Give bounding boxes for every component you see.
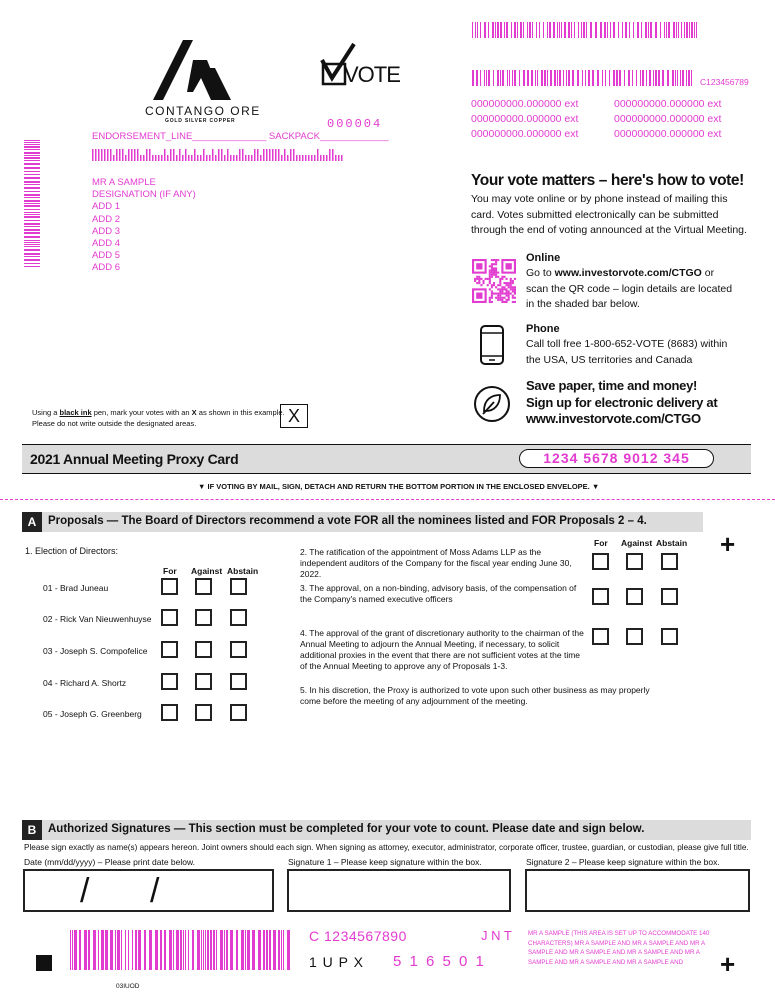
form-code: 03IUOD (116, 983, 140, 990)
nominee-5-for-checkbox[interactable] (161, 704, 178, 721)
proposal-5: 5. In his discretion, the Proxy is authorized to vote upon such other business as may properly come before the meeting of any adjournment of the meeting. (300, 685, 650, 706)
footer-jnt: J N T (481, 928, 512, 943)
paper-text (526, 378, 717, 428)
nominee-5-against-checkbox[interactable] (195, 704, 212, 721)
nominee-name: 04 - Richard A. Shortz (43, 678, 127, 688)
signature-2-field[interactable] (525, 869, 750, 912)
ext-line: 000000000.000000 ext (471, 128, 579, 140)
col-header-for: For (163, 566, 177, 576)
footer-number: 5 1 6 5 0 1 (393, 953, 486, 970)
nominee-2-for-checkbox[interactable] (161, 609, 178, 626)
section-a-letter: A (22, 512, 42, 532)
ext-line: 000000000.000000 ext (471, 98, 579, 110)
sig1-label: Signature 1 – Please keep signature within the box. (288, 857, 482, 867)
paper-line: Sign up for electronic delivery at (526, 394, 718, 410)
detach-notice: ▼ IF VOTING BY MAIL, SIGN, DETACH AND RETURN THE BOTTOM PORTION IN THE ENCLOSED ENVELOPE. ▼ (198, 482, 600, 491)
address-line: ADD 4 (92, 238, 120, 250)
side-barcode (24, 140, 40, 270)
vote-logo (320, 42, 400, 88)
online-text (526, 266, 736, 313)
signature-instructions: Please sign exactly as name(s) appears hereon. Joint owners should each sign. When signing as attorney, executor, administrator, corporate officer, trustee, guardian, or custodian, please give full title. (24, 843, 749, 852)
signature-1-field[interactable] (287, 869, 511, 912)
mountain-logo-icon (145, 40, 250, 102)
nominee-name: 05 - Joseph G. Greenberg (43, 709, 142, 719)
nominee-name: 03 - Joseph S. Compofelice (43, 646, 148, 656)
company-logo-subtext: GOLD SILVER COPPER (165, 118, 236, 124)
footer-plus: + (720, 949, 736, 979)
col-header-abstain: Abstain (656, 538, 688, 548)
ext-line: 000000000.000000 ext (614, 98, 722, 110)
section-b-letter: B (22, 820, 42, 840)
example-x-mark: X (287, 406, 300, 426)
title-bar (22, 444, 751, 474)
date-field[interactable] (23, 869, 274, 912)
nominee-3-against-checkbox[interactable] (195, 641, 212, 658)
proposal-4: 4. The approval of the grant of discretionary authority to the chairman of the Annual Meeting to adjourn the Annual Meeting, if necessary, to solicit additional proxies in the event that there are not sufficient votes at the time of the Annual Meeting to approve any of Proposals 1-3. (300, 628, 584, 671)
address-line: ADD 6 (92, 262, 120, 274)
col-header-against: Against (621, 538, 653, 548)
col-header-abstain: Abstain (227, 566, 259, 576)
instr-text: Using a (32, 408, 60, 417)
instr-bold: black ink (59, 408, 92, 417)
proposal-2-for-checkbox[interactable] (592, 553, 609, 570)
batch-number: 000004 (327, 117, 383, 131)
footer-square (36, 955, 52, 971)
online-title: Online (526, 252, 561, 264)
card-title: 2021 Annual Meeting Proxy Card (30, 451, 239, 467)
nominee-1-abstain-checkbox[interactable] (230, 578, 247, 595)
address-line: MR A SAMPLE (92, 177, 156, 188)
online-url-link[interactable]: www.investorvote.com/CTGO (554, 267, 702, 279)
footer-barcode (70, 930, 295, 970)
nominee-1-against-checkbox[interactable] (195, 578, 212, 595)
instr-text: as shown in this example. (196, 408, 285, 417)
howto-heading: Your vote matters – here's how to vote! (471, 172, 744, 189)
nominee-5-abstain-checkbox[interactable] (230, 704, 247, 721)
control-barcode (472, 70, 692, 86)
proposal-2: 2. The ratification of the appointment of Moss Adams LLP as the independent auditors of the Company for the fiscal year ending June 30, 2022. (300, 547, 572, 579)
proposal-4-against-checkbox[interactable] (626, 628, 643, 645)
date-slash: / (80, 872, 90, 910)
leaf-icon (472, 384, 512, 424)
ext-line: 000000000.000000 ext (614, 128, 722, 140)
ext-line: 000000000.000000 ext (614, 113, 722, 125)
footer-control: C 1234567890 (309, 928, 407, 944)
nominee-1-for-checkbox[interactable] (161, 578, 178, 595)
proposal-4-abstain-checkbox[interactable] (661, 628, 678, 645)
section-b-header (22, 820, 751, 840)
phone-icon (479, 324, 505, 366)
instr-x: X (191, 408, 197, 417)
company-logo-text: CONTANGO ORE (145, 104, 261, 118)
company-logo (145, 40, 261, 125)
nominee-name: 01 - Brad Juneau (43, 583, 109, 593)
proposal-3: 3. The approval, on a non-binding, advisory basis, of the compensation of the Company's named executive officers (300, 583, 577, 604)
paper-url-link[interactable]: www.investorvote.com/CTGO (526, 411, 701, 426)
sig2-label: Signature 2 – Please keep signature within the box. (526, 857, 720, 867)
address-line: ADD 5 (92, 250, 120, 262)
address-line: ADD 3 (92, 225, 120, 237)
nominee-2-abstain-checkbox[interactable] (230, 609, 247, 626)
footer-upx: 1 U P X (309, 954, 364, 970)
footer-sample-text: MR A SAMPLE (THIS AREA IS SET UP TO ACCOMMODATE 140 CHARACTERS) MR A SAMPLE AND MR A SAMPLE AND MR A SAMPLE AND MR A SAMPLE AND MR A SAMPLE AND MR A SAMPLE AND MR A SAMPLE AND MR A SAMPLE AND (528, 930, 710, 966)
control-id: C123456789 (700, 77, 749, 87)
nominee-4-for-checkbox[interactable] (161, 673, 178, 690)
nominee-name: 02 - Rick Van Nieuwenhuyse (43, 614, 152, 624)
nominee-2-against-checkbox[interactable] (195, 609, 212, 626)
control-code-text: 1234 5678 9012 345 (543, 450, 690, 466)
howto-intro: You may vote online or by phone instead of mailing this card. Votes submitted electronically can be submitted through the end of voting announced at the Virtual Meeting. (471, 193, 747, 236)
example-mark-box (280, 404, 308, 428)
marking-instructions (32, 407, 285, 429)
instr-text: pen, mark your votes with an (91, 408, 192, 417)
section-b-title: Authorized Signatures — This section must be completed for your vote to count. Please date and sign below. (48, 823, 645, 835)
vote-logo-text: VOTE (344, 62, 400, 87)
postal-barcode (92, 148, 347, 160)
section-a-title: Proposals — The Board of Directors recommend a vote FOR all the nominees listed and FOR Proposals 2 – 4. (48, 515, 647, 527)
registration-plus: + (720, 529, 736, 559)
col-header-against: Against (191, 566, 223, 576)
qr-code-icon (472, 259, 516, 303)
proposal-2-against-checkbox[interactable] (626, 553, 643, 570)
proposal-3-for-checkbox[interactable] (592, 588, 609, 605)
nominee-4-against-checkbox[interactable] (195, 673, 212, 690)
proposal-2-abstain-checkbox[interactable] (661, 553, 678, 570)
ext-line: 000000000.000000 ext (471, 113, 579, 125)
col-header-for: For (594, 538, 608, 548)
perforation-line (0, 499, 775, 500)
top-barcode (472, 22, 697, 38)
nominee-4-abstain-checkbox[interactable] (230, 673, 247, 690)
address-line: DESIGNATION (IF ANY) (92, 189, 196, 201)
online-text-pre: Go to (526, 267, 555, 279)
election-label: 1. Election of Directors: (25, 546, 119, 556)
nominee-3-for-checkbox[interactable] (161, 641, 178, 658)
instr-text: Please do not write outside the designated areas. (32, 419, 197, 428)
address-block (92, 177, 196, 275)
proposal-4-for-checkbox[interactable] (592, 628, 609, 645)
phone-title: Phone (526, 323, 560, 335)
endorsement-line: ENDORSEMENT_LINE______________ SACKPACK_____________ (92, 131, 389, 142)
section-a-header (22, 512, 703, 532)
address-line: ADD 1 (92, 201, 120, 213)
nominee-3-abstain-checkbox[interactable] (230, 641, 247, 658)
phone-text: Call toll free 1-800-652-VOTE (8683) within the USA, US territories and Canada (526, 338, 728, 366)
paper-line: Save paper, time and money! (526, 378, 698, 393)
control-code (519, 449, 714, 468)
address-line: ADD 2 (92, 213, 120, 225)
proposal-3-abstain-checkbox[interactable] (661, 588, 678, 605)
date-label: Date (mm/dd/yyyy) – Please print date below. (24, 857, 196, 867)
date-slash: / (150, 872, 160, 910)
online-text-post: or scan the QR code – login details are located in the shaded bar below. (526, 267, 733, 310)
proposal-3-against-checkbox[interactable] (626, 588, 643, 605)
